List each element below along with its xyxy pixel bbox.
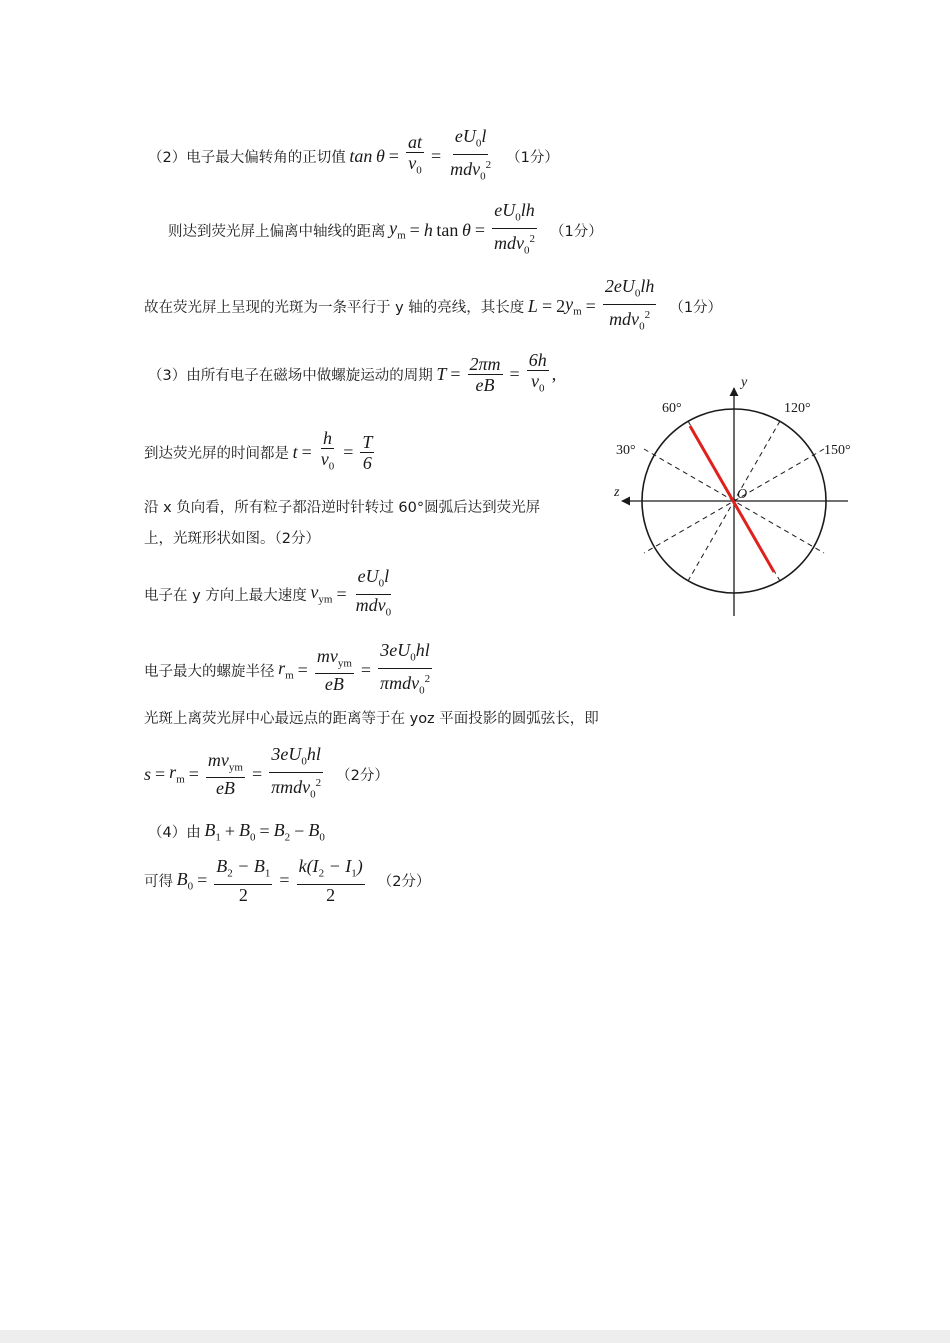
p3e-frac-2: $\frac{3eU_0hl}{\pi mdv_0^2}$ (380, 640, 431, 697)
p2-score: （1分） (506, 149, 559, 166)
p2c-frac: $\frac{2eU_0lh}{mdv_0^2}$ (604, 276, 655, 333)
p4-line: （4）由 $B_1$ + $B_0$ = $B_2$ − $B_0$ (148, 820, 325, 844)
p4b-score: （2分） (377, 873, 431, 890)
p3b-label: 到达荧光屏的时间都是 (144, 445, 289, 462)
p3f-line: 光斑上离荧光屏中心最远点的距离等于在 yoz 平面投影的圆弧弦长，即 (144, 711, 599, 727)
p3e-frac-1: $\frac{mv_{ym}}{eB}$ (316, 645, 352, 695)
light-spot-line (690, 426, 774, 572)
p3d-line: 电子在 y 方向上最大速度 $v_{ym}$ = $\frac{eU_0l}{mdv_0}$ (144, 566, 396, 622)
p2-frac-2: $\frac{eU_0l}{mdv_0^2}$ (450, 126, 492, 183)
p3g-line: s = $r_m$ = $\frac{mv_{ym}}{eB}$ = $\frac{3eU_0hl}{\pi mdv_0^2}$ （2分） (144, 744, 389, 804)
p4b-label: 可得 (144, 873, 173, 890)
p2-line: （2）电子最大偏转角的正切值 tan θ = $\frac{at}{v_0}$ = $\frac{eU_0l}{mdv_0^2}$ （1分） (148, 126, 559, 186)
page-bottom-edge (0, 1330, 950, 1343)
p4b-frac-2: $\frac{k(I_2 - I_1)}{2}$ (298, 856, 363, 905)
p3g-frac-2: $\frac{3eU_0hl}{\pi mdv_0^2}$ (271, 744, 322, 801)
axis-y-label: y (741, 375, 748, 390)
p3c-line-1: 沿 x 负向看，所有粒子都沿逆时针转过 60°圆弧后达到荧光屏 (144, 500, 541, 516)
p2-frac-1: $\frac{at}{v_0}$ (407, 131, 422, 177)
p4b-line: 可得 $B_0$ = $\frac{B_2 - B_1}{2}$ = $\frac{k(I_2 - I_1)}{2}$ （2分） (144, 856, 431, 905)
p3-label: （3）由所有电子在磁场中做螺旋运动的周期 (148, 367, 433, 384)
axis-z-label: z (614, 485, 620, 500)
p2-tan: tan θ (345, 145, 385, 166)
angle-30-label: 30° (616, 443, 636, 458)
p3-frac-1: $\frac{2\pi m}{eB}$ (469, 353, 501, 395)
p2b-score: （1分） (550, 223, 603, 240)
p3b-line: 到达荧光屏的时间都是 t = $\frac{h}{v_0}$ = $\frac{T}{6}$ (144, 428, 377, 477)
p3g-score: （2分） (336, 767, 389, 784)
p4-label: （4）由 (148, 825, 201, 842)
angle-120-label: 120° (784, 401, 811, 416)
p3b-frac-1: $\frac{h}{v_0}$ (320, 428, 335, 473)
p3e-label: 电子最大的螺旋半径 (144, 663, 275, 680)
p3-frac-2: $\frac{6h}{v_0}$ (528, 350, 547, 395)
spot-figure (610, 372, 870, 622)
p2b-label: 则达到荧光屏上偏离中轴线的距离 (168, 223, 386, 240)
p3d-frac: $\frac{eU_0l}{mdv_0}$ (355, 566, 392, 619)
p3e-line: 电子最大的螺旋半径 $r_m$ = $\frac{mv_{ym}}{eB}$ = $\frac{3eU_0hl}{\pi mdv_0^2}$ (144, 640, 435, 700)
p2c-label: 故在荧光屏上呈现的光斑为一条平行于 y 轴的亮线，其长度 (144, 299, 525, 316)
p2b-line: 则达到荧光屏上偏离中轴线的距离 $y_m$ = h tan θ = $\frac{eU_0lh}{mdv_0^2}$ （1分） (168, 200, 603, 260)
p2c-score: （1分） (669, 299, 723, 316)
p3g-frac-1: $\frac{mv_{ym}}{eB}$ (207, 749, 243, 799)
angle-150-label: 150° (824, 443, 851, 458)
origin-label: O (737, 487, 748, 502)
p3b-frac-2: $\frac{T}{6}$ (362, 431, 373, 473)
p2c-line: 故在荧光屏上呈现的光斑为一条平行于 y 轴的亮线，其长度 L = 2 $y_m$ = $\frac{2eU_0lh}{mdv_0^2}$ （1分） (144, 276, 722, 336)
p2-label: （2）电子最大偏转角的正切值 (148, 149, 346, 166)
p3-line: （3）由所有电子在磁场中做螺旋运动的周期 T = $\frac{2\pi m}{eB}$ = $\frac{6h}{v_0}$ , (148, 350, 556, 399)
p3c-line-2: 上，光斑形状如图。（2分） (144, 531, 320, 547)
p2b-frac: $\frac{eU_0lh}{mdv_0^2}$ (494, 200, 536, 257)
p3d-label: 电子在 y 方向上最大速度 (144, 587, 307, 604)
p4b-frac-1: $\frac{B_2 - B_1}{2}$ (216, 856, 271, 905)
angle-60-label: 60° (662, 401, 682, 416)
